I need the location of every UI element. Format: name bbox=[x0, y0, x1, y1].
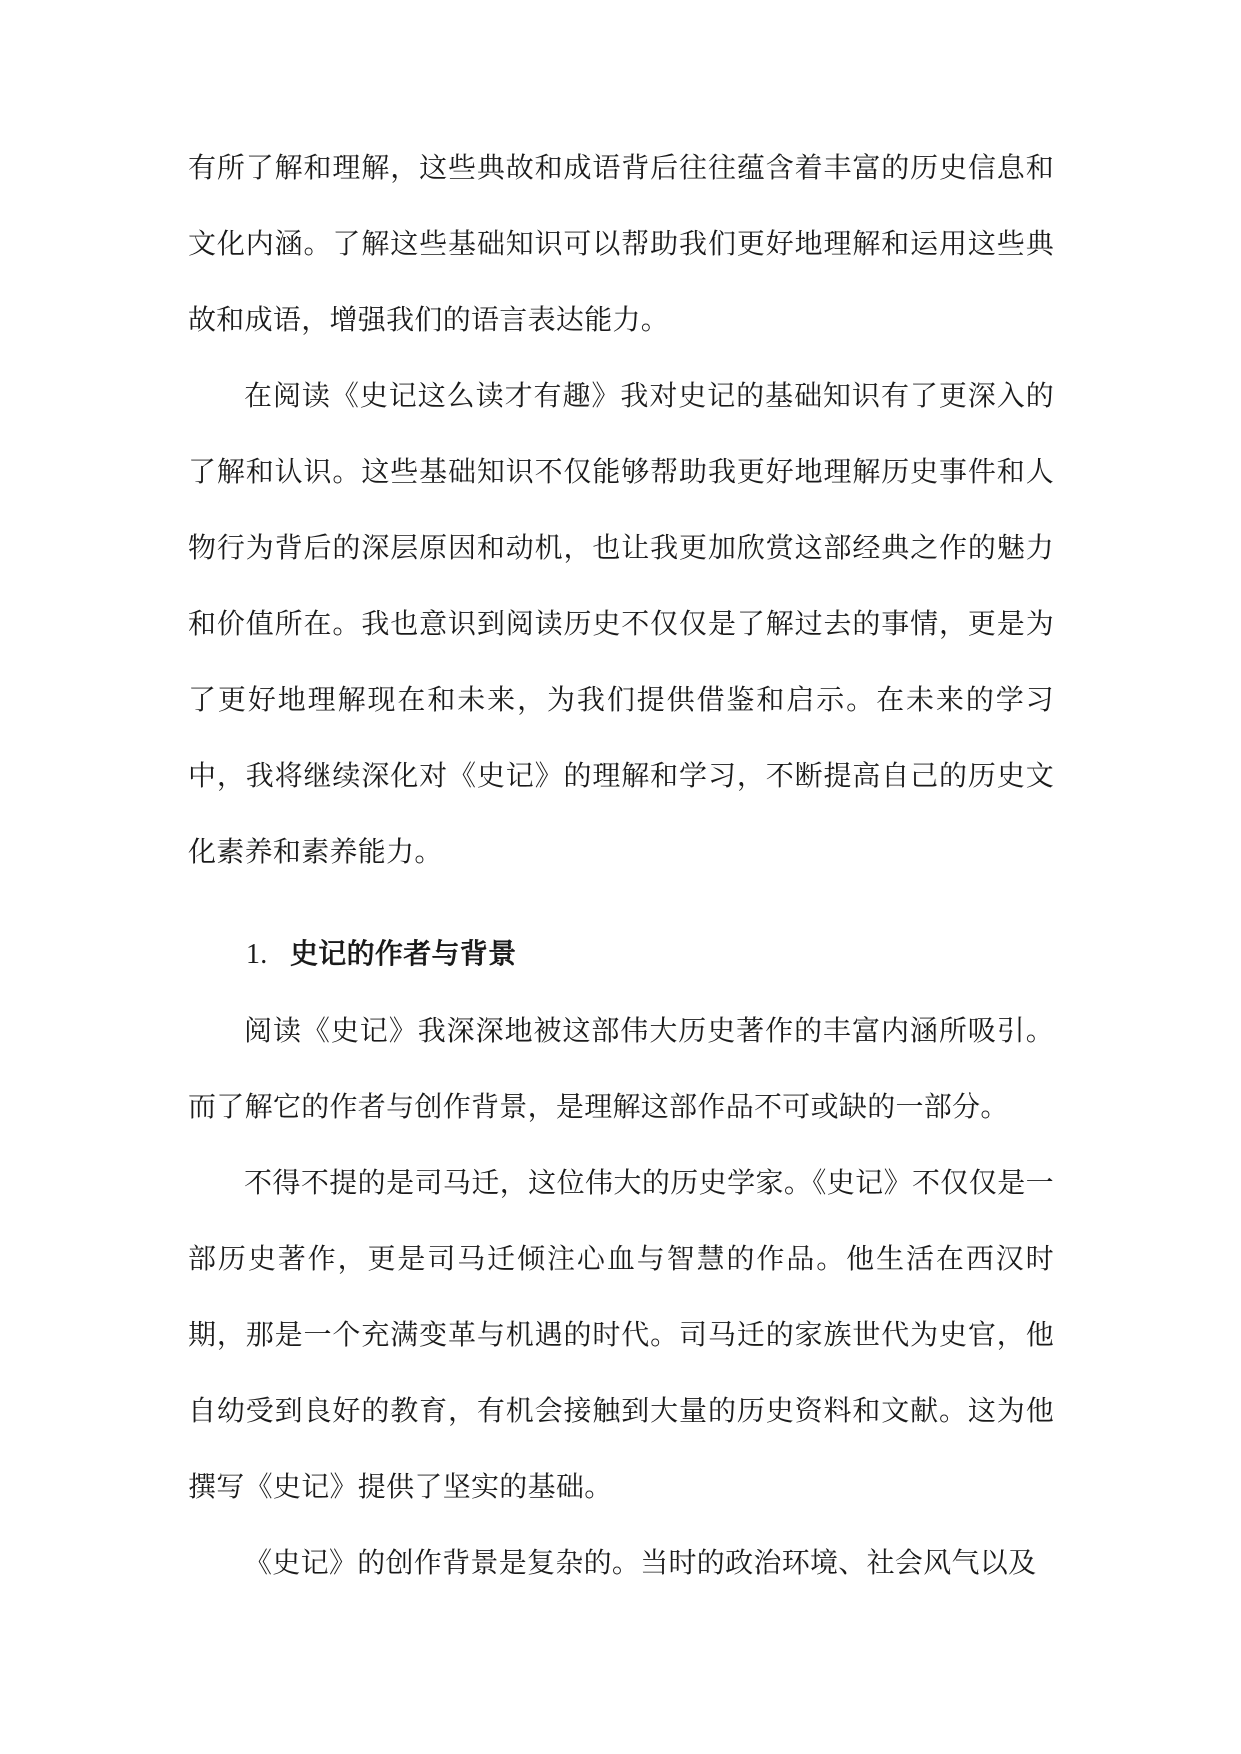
section-title: 史记的作者与背景 bbox=[290, 937, 517, 970]
paragraph-intro: 阅读《史记》我深深地被这部伟大历史著作的丰富内涵所吸引。而了解它的作者与创作背景，是理解这部作品不可或缺的一部分。 bbox=[188, 1014, 1054, 1123]
paragraph-background: 《史记》的创作背景是复杂的。当时的政治环境、社会风气以及 bbox=[244, 1546, 1037, 1579]
section-heading bbox=[188, 916, 1054, 993]
paragraph-sima-qian: 不得不提的是司马迁，这位伟大的历史学家。《史记》不仅仅是一部历史著作，更是司马迁倾注心血与智慧的作品。他生活在西汉时期，那是一个充满变革与机遇的时代。司马迁的家族世代为史官，他自幼受到良好的教育，有机会接触到大量的历史资料和文献。这为他撰写《史记》提供了坚实的基础。 bbox=[188, 1166, 1054, 1503]
document-page bbox=[188, 130, 1054, 1601]
section-number: 1. bbox=[246, 939, 268, 970]
section-spacer bbox=[188, 890, 1054, 916]
paragraph-reading-reflection: 在阅读《史记这么读才有趣》我对史记的基础知识有了更深入的了解和认识。这些基础知识不仅能够帮助我更好地理解历史事件和人物行为背后的深层原因和动机，也让我更加欣赏这部经典之作的魅力和价值所在。我也意识到阅读历史不仅仅是了解过去的事情，更是为了更好地理解现在和未来，为我们提供借鉴和启示。在未来的学习中，我将继续深化对《史记》的理解和学习，不断提高自己的历史文化素养和素养能力。 bbox=[188, 379, 1054, 868]
paragraph-continued: 有所了解和理解，这些典故和成语背后往往蕴含着丰富的历史信息和文化内涵。了解这些基础知识可以帮助我们更好地理解和运用这些典故和成语，增强我们的语言表达能力。 bbox=[188, 151, 1054, 336]
